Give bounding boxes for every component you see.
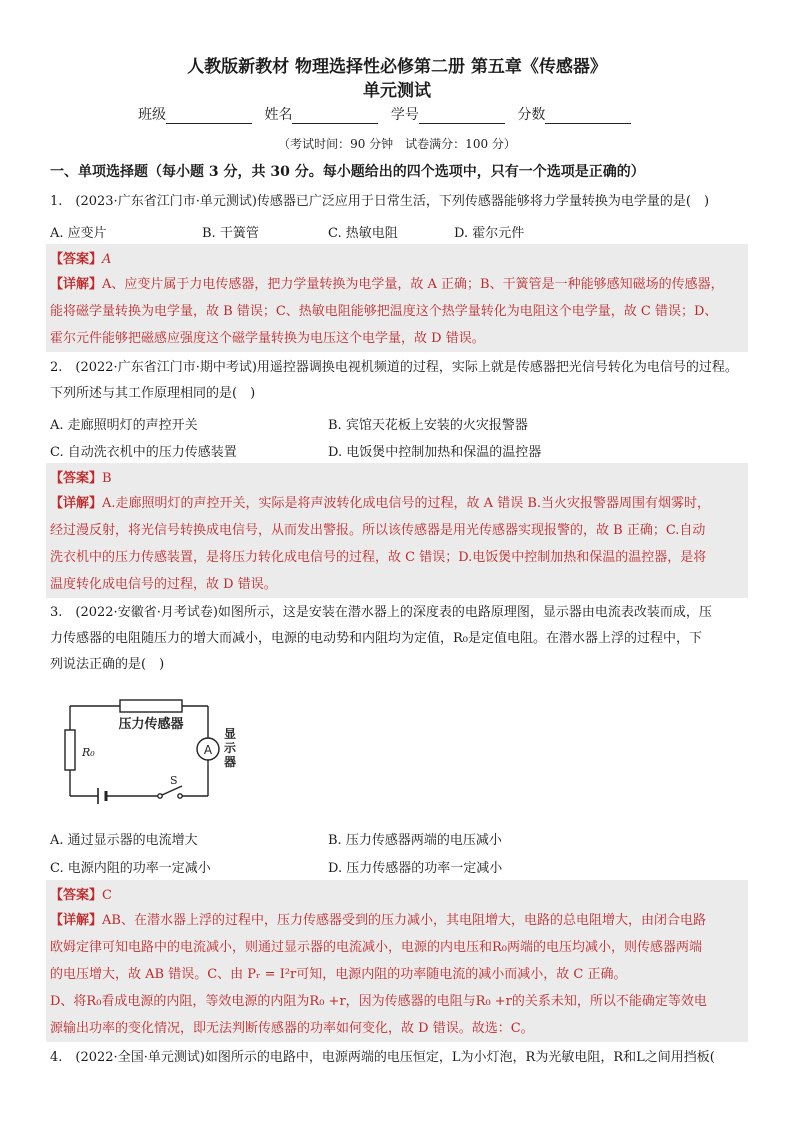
stem-line: 下列所述与其工作原理相同的是( ) <box>50 386 256 401</box>
question-3-stem <box>50 600 750 678</box>
q3-option-c[interactable]: C. 电源内阻的功率一定减小 <box>50 861 211 876</box>
stem-line: 3. (2022·安徽省·月考试卷)如图所示，这是安装在潜水器上的深度表的电路原理图，显示器由电流表改装而成，压 <box>50 605 712 620</box>
detail-line: 洗衣机中的压力传感装置，是将压力转化成电信号的过程，故 C 错误；D.电饭煲中控制加热和保温的温控器，是将 <box>50 550 707 565</box>
class-blank[interactable] <box>166 109 252 124</box>
sensor-label: 压力传感器 <box>118 717 184 732</box>
ammeter-label: A <box>203 743 213 757</box>
question-2-stem <box>50 355 750 407</box>
q2-option-a[interactable]: A. 走廊照明灯的声控开关 <box>50 418 198 433</box>
battery <box>98 788 106 804</box>
detail-line: 霍尔元件能够把磁感应强度这个磁学量转换为电压这个电学量，故 D 错误。 <box>50 331 485 346</box>
page-title: 人教版新教材 物理选择性必修第二册 第五章《传感器》 <box>187 57 607 77</box>
class-label: 班级 <box>138 107 166 123</box>
score-blank[interactable] <box>545 109 631 124</box>
switch-label: S <box>170 774 178 787</box>
answer-tag: 【答案】 <box>50 888 103 903</box>
name-label: 姓名 <box>264 107 293 123</box>
q2-answer <box>50 467 112 486</box>
stem-line: 列说法正确的是( ) <box>50 657 165 672</box>
q3-detail <box>50 907 750 1042</box>
q3-option-b[interactable]: B. 压力传感器两端的电压减小 <box>328 833 502 848</box>
q3-option-a[interactable]: A. 通过显示器的电流增大 <box>50 833 198 848</box>
detail-line: D、将R₀看成电源的内阻，等效电源的内阻为R₀ +r，因为传感器的电阻与R₀ +r的关系未知，所以不能确定等效电 <box>50 994 707 1009</box>
question-1-stem: 1. (2023·广东省江门市·单元测试)传感器已广泛应用于日常生活，下列传感器能够将力学量转换为电学量的是( ) <box>50 194 710 209</box>
detail-line: 经过漫反射，将光信号转换成电信号，从而发出警报。所以该传感器是用光传感器实现报警的，故 B 正确；C.自动 <box>50 523 706 538</box>
pressure-sensor-resistor <box>120 700 182 712</box>
display-char: 器 <box>224 755 237 769</box>
student-id-label: 学号 <box>390 107 419 123</box>
detail-line: AB、在潜水器上浮的过程中，压力传感器受到的压力减小，其电阻增大，电路的总电阻增大，由闭合电路 <box>102 913 706 928</box>
student-id-blank[interactable] <box>419 109 505 124</box>
score-label: 分数 <box>517 107 546 123</box>
answer-value: C <box>102 888 112 903</box>
display-char: 示 <box>224 741 237 755</box>
display-char: 显 <box>224 727 237 741</box>
section-heading: 一、单项选择题（每小题 3 分，共 30 分。每小题给出的四个选项中，只有一个选项是正确的） <box>50 164 645 180</box>
detail-line: 的电压增大，故 AB 错误。C、由 Pᵣ = I²r可知，电源内阻的功率随电流的减小而减小，故 C 正确。 <box>50 967 627 982</box>
answer-tag: 【答案】 <box>50 252 103 267</box>
detail-line: 能将磁学量转换为电学量，故 B 错误；C、热敏电阻能够把温度这个热学量转化为电阻这个电学量，故 C 错误；D、 <box>50 304 718 319</box>
q1-option-a[interactable]: A. 应变片 <box>50 226 107 241</box>
exam-note: （考试时间：90 分钟 试卷满分：100 分） <box>278 137 516 151</box>
detail-line: A.走廊照明灯的声控开关，实际是将声波转化成电信号的过程，故 A 错误 B.当火灾报警器周围有烟雾时， <box>102 496 711 511</box>
q1-answer <box>50 248 111 267</box>
detail-line: 欧姆定律可知电路中的电流减小，则通过显示器的电流减小，电源的内电压和R₀两端的电压均减小，则传感器两端 <box>50 940 703 955</box>
r0-resistor <box>65 730 75 770</box>
detail-tag: 【详解】 <box>50 277 103 292</box>
name-blank[interactable] <box>292 109 378 124</box>
q2-option-c[interactable]: C. 自动洗衣机中的压力传感装置 <box>50 445 237 460</box>
detail-line: A、应变片属于力电传感器，把力学量转换为电学量，故 A 正确；B、干簧管是一种能够感知磁场的传感器， <box>102 277 724 292</box>
circuit-diagram <box>62 694 244 806</box>
q2-option-b[interactable]: B. 宾馆天花板上安装的火灾报警器 <box>328 418 528 433</box>
switch <box>158 786 182 798</box>
detail-line: 温度转化成电信号的过程，故 D 错误。 <box>50 577 277 592</box>
detail-line: 源输出功率的变化情况，即无法判断传感器的功率如何变化，故 D 错误。故选：C。 <box>50 1021 534 1036</box>
answer-tag: 【答案】 <box>50 471 103 486</box>
stem-line: 2. (2022·广东省江门市·期中考试)用遥控器调换电视机频道的过程，实际上就是传感器把光信号转化为电信号的过程。 <box>50 360 738 375</box>
display-label <box>223 727 240 769</box>
q2-option-d[interactable]: D. 电饭煲中控制加热和保温的温控器 <box>328 445 542 460</box>
detail-tag: 【详解】 <box>50 496 103 511</box>
q1-option-b[interactable]: B. 干簧管 <box>202 226 259 241</box>
q1-option-d[interactable]: D. 霍尔元件 <box>454 226 525 241</box>
q2-detail <box>50 490 750 598</box>
q3-option-d[interactable]: D. 压力传感器的功率一定减小 <box>328 861 503 876</box>
q3-answer <box>50 884 112 903</box>
answer-value: A <box>102 252 112 267</box>
q1-option-c[interactable]: C. 热敏电阻 <box>328 226 398 241</box>
question-4-stem: 4. (2022·全国·单元测试)如图所示的电路中，电源两端的电压恒定，L为小灯泡，R为光敏电阻，R和L之间用挡板( <box>50 1050 715 1065</box>
detail-tag: 【详解】 <box>50 913 103 928</box>
r0-label: R₀ <box>82 746 95 759</box>
q1-detail <box>50 271 750 352</box>
student-info-row <box>138 104 639 124</box>
answer-value: B <box>102 471 112 486</box>
stem-line: 力传感器的电阻随压力的增大而减小，电源的电动势和内阻均为定值，R₀是定值电阻。在潜水器上浮的过程中，下 <box>50 631 703 646</box>
page-subtitle: 单元测试 <box>363 81 431 101</box>
